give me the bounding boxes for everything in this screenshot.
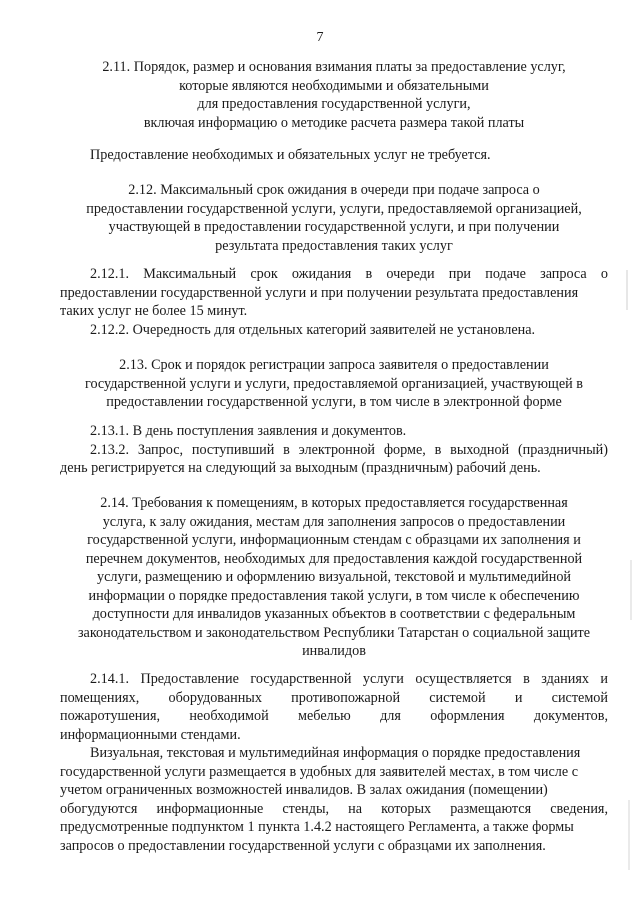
paragraph-line: таких услуг не более 15 минут. [60, 303, 248, 319]
paragraph-line: Предоставление необходимых и обязательных услуг не требуется. [90, 147, 491, 163]
paragraph-line: предоставлении государственной услуги и при получении результата предоставления [60, 284, 579, 301]
heading-line: включая информацию о методике расчета размера такой платы [143, 114, 525, 131]
section-2-13-text [60, 422, 608, 478]
heading-line: государственной услуги и услуги, предоставляемой организацией, участвующей в [85, 375, 583, 392]
paragraph-line: учетом ограниченных возможностей инвалидов. В залах ожидания (помещении) [60, 782, 548, 798]
heading-line: услуга, к залу ожидания, местам для заполнения запросов о предоставлении [102, 513, 566, 530]
heading-line: результата предоставления таких услуг [215, 237, 453, 254]
paragraph-line: Визуальная, текстовая и мультимедийная информация о порядке предоставления [90, 745, 581, 761]
scan-artifact [626, 270, 628, 310]
paragraph-line: день регистрируется на следующий за выходным (праздничным) рабочий день. [60, 460, 541, 476]
paragraph-line: пожаротушения, необходимой мебелью для оформления документов, [60, 708, 608, 724]
heading-line: услуги, размещению и оформлению визуальной, текстовой и мультимедийной [96, 569, 572, 585]
heading-line: участвующей в предоставлении государственной услуги, и при получении [108, 219, 560, 235]
heading-line: законодательством и законодательством Республики Татарстан о социальной защите [77, 624, 591, 641]
heading-line: 2.13. Срок и порядок регистрации запроса заявителя о предоставлении [119, 357, 549, 373]
paragraph-line: 2.13.1. В день поступления заявления и документов. [90, 423, 407, 439]
section-2-12-heading [60, 181, 608, 255]
heading-line: перечнем документов, необходимых для предоставления каждой государственной [85, 550, 583, 567]
heading-line: доступности для инвалидов указанных объектов в соответствии с федеральным [92, 606, 576, 622]
scan-artifact [628, 800, 630, 870]
paragraph-line: информационными стендами. [60, 726, 241, 743]
heading-line: информации о порядке предоставления такой услуги, в том числе к обеспечению [88, 587, 580, 604]
section-2-12-text [60, 265, 608, 339]
paragraph-line: помещениях, оборудованных противопожарной системой и системой [60, 689, 608, 706]
heading-line: предоставлении государственной услуги, услуги, предоставляемой организацией, [86, 200, 582, 217]
scan-artifact [630, 560, 632, 620]
section-2-11-text [60, 146, 608, 165]
heading-line: 2.14. Требования к помещениям, в которых предоставляется государственная [100, 495, 568, 511]
paragraph-line: 2.13.2. Запрос, поступивший в электронной форме, в выходной (праздничный) [90, 441, 608, 458]
paragraph-line: 2.12.1. Максимальный срок ожидания в очереди при подаче запроса о [90, 266, 608, 282]
paragraph-line: государственной услуги размещается в удобных для заявителей местах, в том числе с [60, 763, 578, 780]
heading-line: инвалидов [302, 643, 366, 659]
paragraph-line: обогудуются информационные стенды, на которых размещаются сведения, [60, 800, 608, 817]
paragraph-line: предусмотренные подпунктом 1 пункта 1.4.2 настоящего Регламента, а также формы [60, 819, 574, 835]
heading-line: для предоставления государственной услуги, [197, 96, 471, 112]
section-2-14-text [60, 670, 608, 855]
heading-line: которые являются необходимыми и обязательными [179, 77, 489, 94]
heading-line: государственной услуги, информационным стендам с образцами их заполнения и [87, 532, 581, 548]
section-2-13-heading [60, 356, 608, 412]
paragraph-line: 2.14.1. Предоставление государственной услуги осуществляется в зданиях и [90, 671, 608, 687]
paragraph-line: 2.12.2. Очередность для отдельных категорий заявителей не установлена. [90, 321, 536, 338]
page-number: 7 [316, 30, 324, 45]
heading-line: предоставлении государственной услуги, в том числе в электронной форме [106, 394, 562, 410]
section-2-11-heading [60, 58, 608, 132]
heading-line: 2.12. Максимальный срок ожидания в очереди при подаче запроса о [128, 182, 540, 198]
heading-line: 2.11. Порядок, размер и основания взимания платы за предоставление услуг, [102, 59, 566, 75]
paragraph-line: запросов о предоставлении государственной услуги с образцами их заполнения. [60, 837, 546, 854]
section-2-14-heading [60, 494, 608, 661]
